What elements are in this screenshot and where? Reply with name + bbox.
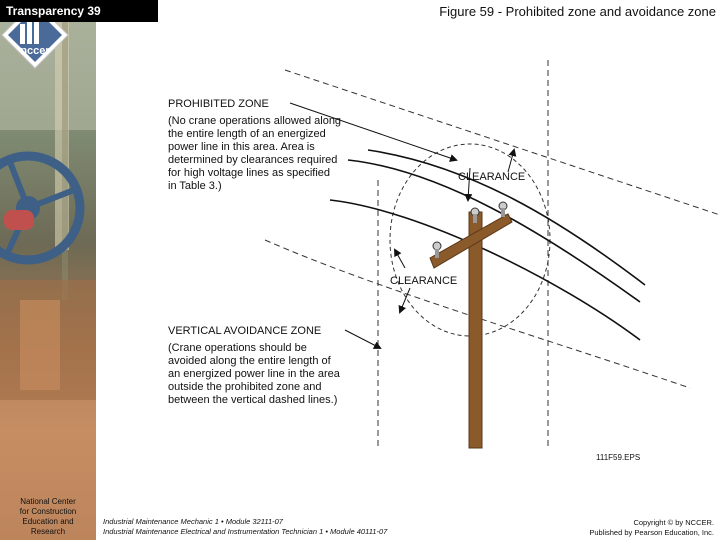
footer-copyright: [589, 518, 714, 538]
org-line-1: National Center: [20, 497, 76, 506]
transparency-label: Transparency 39: [0, 0, 158, 22]
footer-module-info: [103, 517, 387, 537]
footer-module-line-1: Industrial Maintenance Mechanic 1 • Module 32111-07: [103, 517, 283, 526]
utility-pole: [469, 212, 482, 448]
clearance-label-bottom: CLEARANCE: [390, 275, 458, 287]
clearance-top-arrow-up: [508, 150, 514, 172]
clearance-bottom-arrow-up: [395, 250, 405, 268]
vertical-zone-desc-3: an energized power line in the area: [168, 368, 340, 380]
org-line-4: Research: [30, 527, 66, 536]
avoidance-zone-arrow: [345, 330, 380, 348]
prohibited-zone-desc-4: determined by clearances required: [168, 154, 338, 166]
clearance-label-top: CLEARANCE: [458, 171, 526, 183]
prohibited-zone-desc-2: the entire length of an energized: [168, 128, 326, 140]
vertical-zone-title: VERTICAL AVOIDANCE ZONE: [168, 325, 322, 337]
vertical-zone-desc-2: avoided along the entire length of: [168, 355, 331, 367]
vertical-zone-desc-1: (Crane operations should be: [168, 342, 307, 354]
prohibited-zone-desc-5: for high voltage lines as specified: [168, 167, 331, 179]
figure-file-id: 111F59.EPS: [596, 453, 641, 462]
org-line-2: for Construction: [19, 507, 77, 516]
footer-copyright-line-2: Published by Pearson Education, Inc.: [589, 528, 714, 537]
footer-copyright-line-1: Copyright © by NCCER.: [633, 518, 714, 527]
power-line-diagram: [96, 22, 720, 462]
prohibited-zone-title: PROHIBITED ZONE: [168, 98, 269, 110]
organization-name: [4, 497, 92, 537]
clearance-bottom-arrow-down: [400, 288, 410, 312]
prohibited-zone-desc-6: in Table 3.): [168, 180, 222, 192]
valve-wheel-photo: [0, 0, 96, 540]
org-line-3: Education and: [22, 517, 74, 526]
footer-module-line-2: Industrial Maintenance Electrical and Instrumentation Technician 1 • Module 40111-07: [103, 527, 388, 536]
sidebar-photo: [0, 0, 96, 540]
nccer-logo-text: nccer: [20, 45, 50, 57]
prohibited-zone-desc-1: (No crane operations allowed along: [168, 115, 342, 127]
vertical-zone-desc-5: between the vertical dashed lines.): [168, 394, 338, 406]
prohibited-zone-desc-3: power line in this area. Area is: [168, 141, 315, 153]
figure-title: Figure 59 - Prohibited zone and avoidance zone: [439, 4, 716, 19]
vertical-zone-desc-4: outside the prohibited zone and: [168, 381, 322, 393]
